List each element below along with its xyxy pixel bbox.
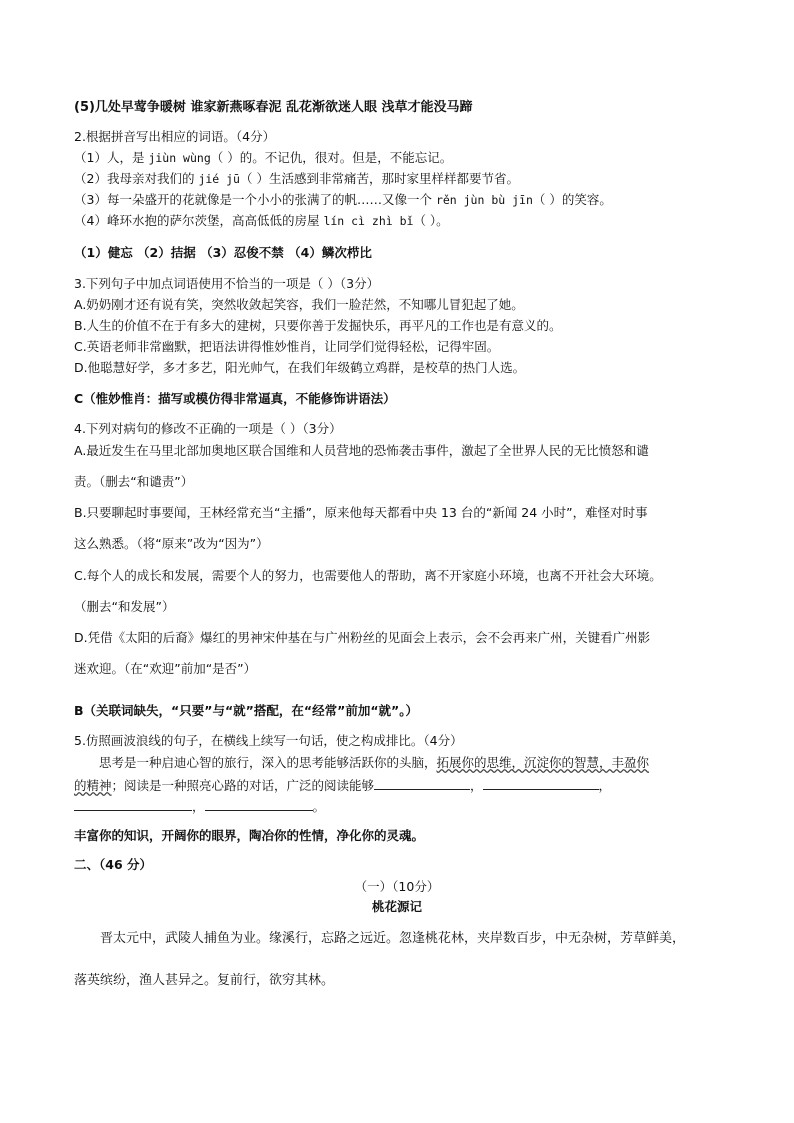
answer-blank-4[interactable] bbox=[205, 798, 313, 811]
q4-option-c-line1: C.每个人的成长和发展，需要个人的努力，也需要他人的帮助，离不开家庭小环境，也离不开社会大环境。 bbox=[74, 568, 662, 583]
passage-title: 桃花源记 bbox=[371, 899, 422, 914]
q4-option-b-line2: 这么熟悉。（将“原来”改为“因为”） bbox=[74, 536, 269, 551]
q4-answer: B（关联词缺失，“只要”与“就”搭配，在“经常”前加“就”。） bbox=[74, 703, 419, 718]
q5-line-2-text: ；阅读是一种照亮心路的对话，广泛的阅读能够 bbox=[111, 778, 375, 793]
q3-option-b: B.人生的价值不在于有多大的建树，只要你善于发掘快乐，再平凡的工作也是有意义的。 bbox=[74, 318, 562, 333]
q2-item-2 bbox=[74, 171, 519, 187]
q2-item-1-pre: （1）人，是 bbox=[74, 150, 149, 165]
answer-blank-2[interactable] bbox=[483, 777, 599, 790]
pinyin-4: lín cì zhì bǐ bbox=[323, 214, 414, 228]
q2-answer: （1）健忘 （2）拮据 （3）忍俊不禁 （4）鳞次栉比 bbox=[74, 245, 372, 260]
q4-option-a-line1: A.最近发生在马里北部加奥地区联合国维和人员营地的恐怖袭击事件，激起了全世界人民的无比愤怒和谴 bbox=[74, 443, 649, 458]
q2-item-4-pre: （4）峰环水抱的萨尔茨堡，高高低低的房屋 bbox=[74, 213, 324, 228]
answer-blank-3[interactable] bbox=[74, 798, 192, 811]
q5-wavy-1: 拓展你的思维，沉淀你的智慧，丰盈你 bbox=[436, 755, 650, 770]
q4-option-d-line2: 迷欢迎。（在“欢迎”前加“是否”） bbox=[74, 661, 257, 676]
pinyin-3: rěn jùn bù jīn bbox=[435, 193, 533, 207]
q5-stem: 5.仿照画波浪线的句子，在横线上续写一句话，使之构成排比。（4分） bbox=[74, 733, 463, 748]
q5-line-1-text: 思考是一种启迪心智的旅行，深入的思考能够活跃你的头脑， bbox=[99, 755, 437, 770]
part2-heading: 二、（46 分） bbox=[74, 857, 152, 872]
q2-item-1 bbox=[74, 150, 452, 166]
answer-blank-1[interactable] bbox=[374, 777, 470, 790]
q5-wavy-2: 的精神 bbox=[74, 778, 112, 793]
q2-item-3-post: （ ）的笑容。 bbox=[532, 192, 612, 207]
q2-item-3-pre: （3）每一朵盛开的花就像是一个小小的张满了的帆……又像一个 bbox=[74, 192, 436, 207]
q1-answer: (5)几处早莺争暖树 谁家新燕啄春泥 乱花渐欲迷人眼 浅草才能没马蹄 bbox=[74, 100, 473, 115]
q5-period: 。 bbox=[312, 799, 326, 814]
q2-stem: 2.根据拼音写出相应的词语。（4分） bbox=[74, 129, 276, 144]
q2-item-3 bbox=[74, 192, 612, 208]
q3-option-d: D.他聪慧好学，多才多艺，阳光帅气，在我们年级鹤立鸡群，是校草的热门人选。 bbox=[74, 360, 526, 375]
passage-paragraph-line2: 落英缤纷，渔人甚异之。复前行，欲穷其林。 bbox=[74, 973, 335, 988]
q2-item-2-post: （ ）生活感到非常痛苦，那时家里样样都要节省。 bbox=[239, 171, 519, 186]
q5-line-1 bbox=[99, 755, 649, 771]
q3-answer: C（惟妙惟肖：描写或模仿得非常逼真，不能修饰讲语法） bbox=[74, 391, 396, 406]
q5-comma-1: ， bbox=[470, 778, 483, 793]
q2-item-4-post: （ ）。 bbox=[413, 213, 449, 228]
q2-item-4 bbox=[74, 213, 449, 229]
q5-line-2 bbox=[74, 777, 611, 794]
q4-option-c-line2: （删去“和发展”） bbox=[74, 599, 175, 614]
q4-option-d-line1: D.凭借《太阳的后裔》爆红的男神宋仲基在与广州粉丝的见面会上表示，会不会再来广州，关键看广州影 bbox=[74, 630, 651, 645]
q4-option-a-line2: 责。（删去“和谴责”） bbox=[74, 474, 194, 489]
q2-item-2-pre: （2）我母亲对我们的 bbox=[74, 171, 199, 186]
q4-option-b-line1: B.只要聊起时事要闻，王林经常充当“主播”，原来他每天都看中央 13 台的“新闻 24 小时”，难怪对时事 bbox=[74, 505, 648, 520]
q5-line-3 bbox=[74, 798, 325, 815]
passage-paragraph-line1: 晋太元中，武陵人捕鱼为业。缘溪行，忘路之远近。忽逢桃花林，夹岸数百步，中无杂树，芳草鲜美， bbox=[100, 931, 686, 946]
q5-comma-2: ， bbox=[598, 778, 612, 793]
q3-option-c: C.英语老师非常幽默，把语法讲得惟妙惟肖，让同学们觉得轻松，记得牢固。 bbox=[74, 339, 500, 354]
q5-answer: 丰富你的知识，开阔你的眼界，陶冶你的性情，净化你的灵魂。 bbox=[74, 828, 425, 843]
part2-subheading: （一）（10分） bbox=[354, 879, 440, 894]
q5-comma-3: ， bbox=[192, 799, 205, 814]
q3-option-a: A.奶奶刚才还有说有笑，突然收敛起笑容，我们一脸茫然，不知哪儿冒犯起了她。 bbox=[74, 297, 524, 312]
pinyin-1: jiùn wùng bbox=[148, 151, 211, 165]
pinyin-2: jié jū bbox=[198, 172, 240, 186]
q4-stem: 4.下列对病句的修改不正确的一项是（ ）（3分） bbox=[74, 421, 342, 436]
q3-stem: 3.下列句子中加点词语使用不恰当的一项是（ ）（3分） bbox=[74, 276, 380, 291]
q2-item-1-post: （ ）的。不记仇，很对。但是，不能忘记。 bbox=[210, 150, 453, 165]
